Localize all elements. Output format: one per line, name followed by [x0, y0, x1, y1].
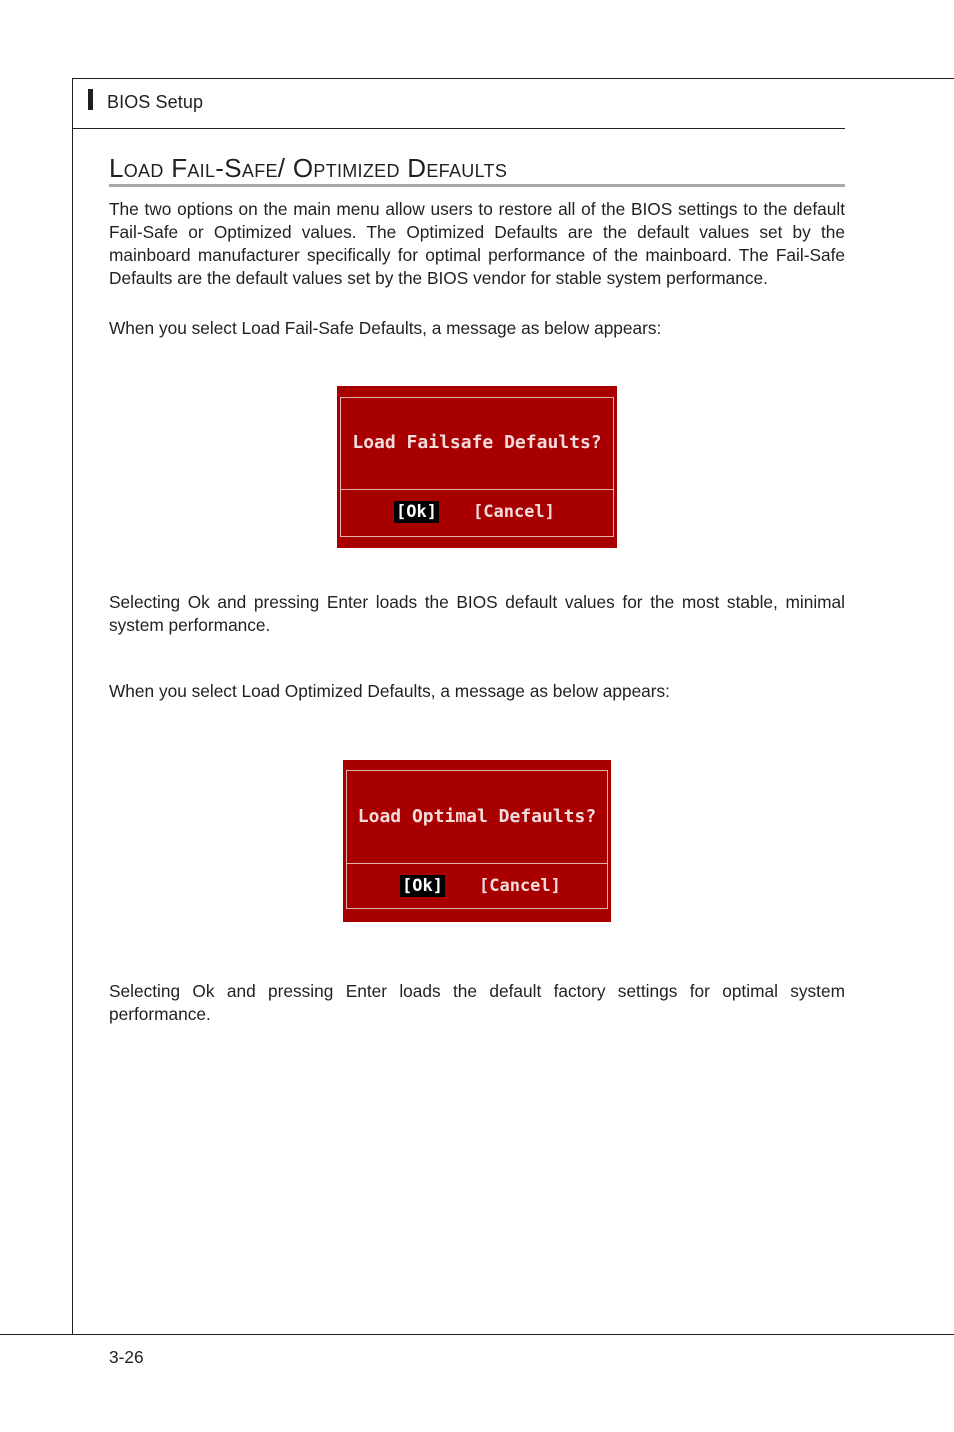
- section-title-underline: [109, 184, 845, 187]
- optimal-cancel-button[interactable]: [Cancel]: [479, 876, 561, 896]
- running-header-title: BIOS Setup: [107, 92, 204, 112]
- optimized-prompt-paragraph: When you select Load Optimized Defaults, a message as below appears:: [109, 681, 670, 701]
- optimal-dialog-border: [346, 770, 608, 909]
- failsafe-prompt-paragraph: When you select Load Fail-Safe Defaults, a message as below appears:: [109, 318, 662, 338]
- page-frame-bottom-border: [0, 1334, 954, 1335]
- intro-paragraph: The two options on the main menu allow users to restore all of the BIOS settings to the default Fail-Safe or Optimized values. The Optimized Defaults are the default values set by the mainboard manufacturer specifically for optimal performance of the mainboard. The Fail-Safe Defaults are the default values set by the BIOS vendor for stable system performance.: [109, 199, 845, 288]
- page-frame-top-border: [72, 78, 954, 79]
- page-frame-left-border: [72, 78, 73, 1335]
- optimal-defaults-dialog: [343, 760, 611, 922]
- page-number: 3-26: [109, 1347, 144, 1367]
- header-divider: [72, 128, 845, 129]
- failsafe-dialog-message: Load Failsafe Defaults?: [352, 432, 602, 453]
- failsafe-ok-button[interactable]: [Ok]: [396, 502, 437, 522]
- failsafe-dialog-separator: [341, 489, 613, 490]
- header-marker-bar: [88, 89, 93, 110]
- failsafe-result-paragraph: Selecting Ok and pressing Enter loads the BIOS default values for the most stable, minimal system performance.: [109, 592, 845, 635]
- section-title: Load Fail-Safe/ Optimized Defaults: [109, 153, 508, 183]
- failsafe-defaults-dialog: [337, 386, 617, 548]
- optimal-dialog-message: Load Optimal Defaults?: [357, 806, 597, 827]
- failsafe-dialog-border: [340, 397, 614, 537]
- optimal-dialog-separator: [347, 863, 607, 864]
- failsafe-cancel-button[interactable]: [Cancel]: [473, 502, 555, 522]
- optimal-ok-button[interactable]: [Ok]: [402, 876, 443, 896]
- optimized-result-paragraph: Selecting Ok and pressing Enter loads the default factory settings for optimal system performance.: [109, 981, 845, 1024]
